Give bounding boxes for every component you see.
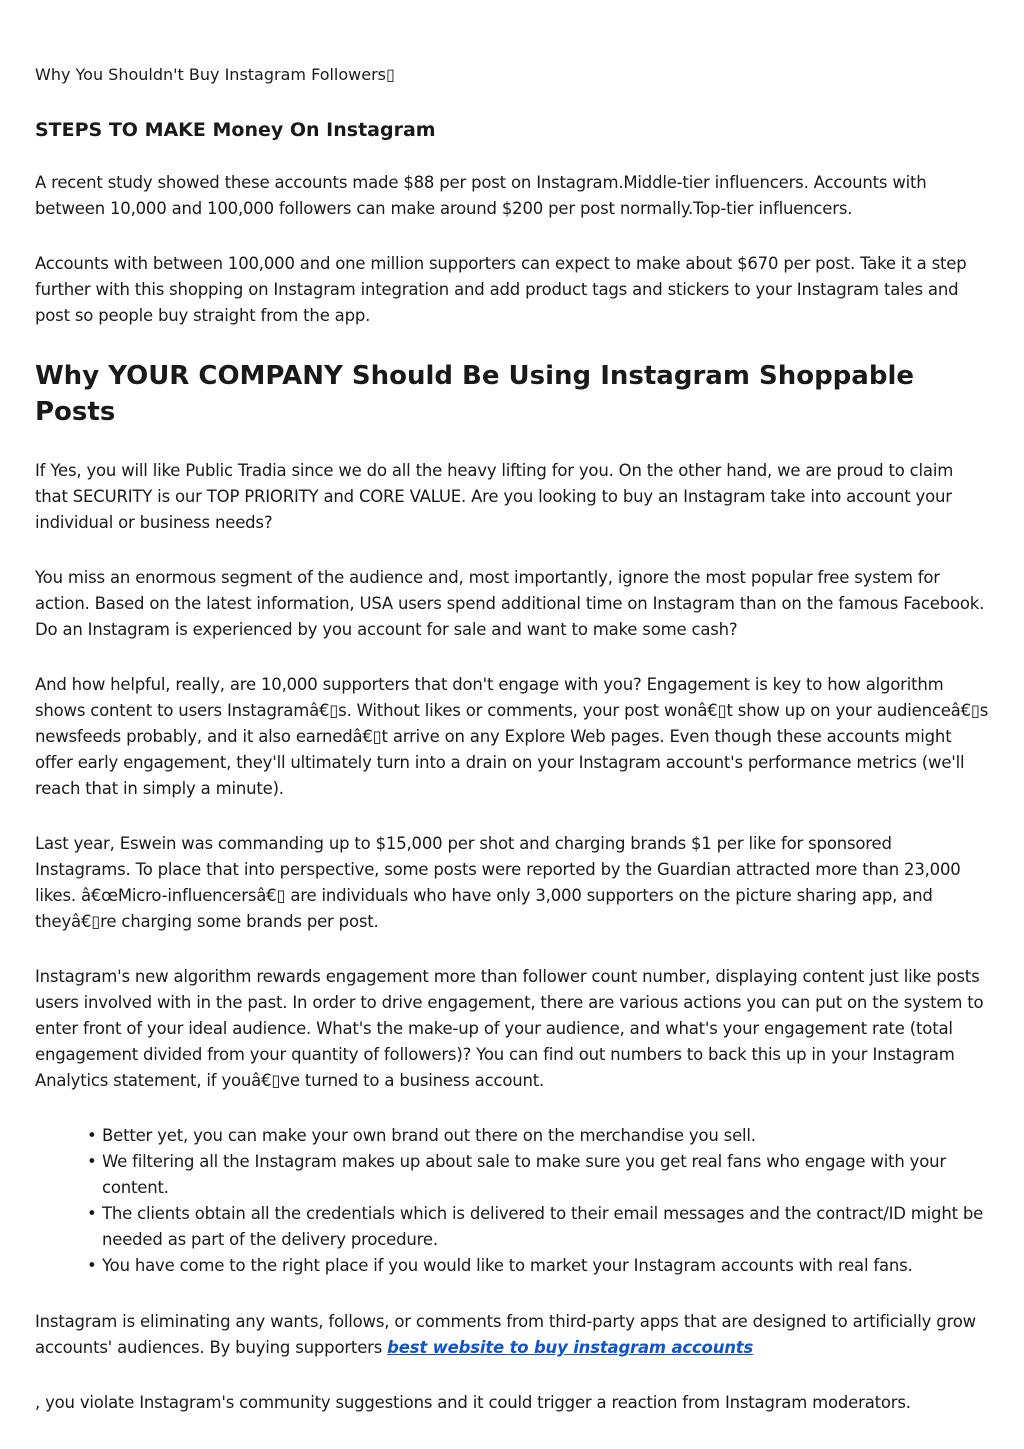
- closing-text: Instagram is eliminating any wants, follows, or comments from third-party apps that are designed to artificially grow accounts' audiences. By buying supporters: [35, 1312, 976, 1357]
- section-heading-shoppable: Why YOUR COMPANY Should Be Using Instagram Shoppable Posts: [35, 361, 914, 427]
- list-item-text: Better yet, you can make your own brand out there on the merchandise you sell.: [102, 1126, 756, 1145]
- paragraph: Instagram's new algorithm rewards engagement more than follower count number, displaying content just like posts users involved with in the past. In order to drive engagement, there are various actions you can put on the system to enter front of your ideal audience. What's the make-up of your audience, and what's your engagement rate (total engagement divided from your quantity of followers)? You can find out numbers to back this up in your Instagram Analytics statement, if youâ€▯ve turned to a business account.: [35, 967, 984, 1090]
- after-link-paragraph: , you violate Instagram's community suggestions and it could trigger a reaction from Instagram moderators.: [35, 1393, 911, 1412]
- bullet-icon: •: [87, 1152, 97, 1171]
- bullet-icon: •: [87, 1204, 97, 1223]
- section-heading-steps: STEPS TO MAKE Money On Instagram: [35, 119, 436, 141]
- bullet-icon: •: [87, 1256, 97, 1275]
- list-item: [87, 1149, 990, 1201]
- paragraph: Accounts with between 100,000 and one million supporters can expect to make about $670 per post. Take it a step further with this shopping on Instagram integration and add product tags and stickers to your Instagram tales and post so people buy straight from the app.: [35, 254, 967, 325]
- list-item-text: We filtering all the Instagram makes up about sale to make sure you get real fans who engage with your content.: [102, 1152, 946, 1197]
- paragraph: A recent study showed these accounts made $88 per post on Instagram.Middle-tier influencers. Accounts with between 10,000 and 100,000 followers can make around $200 per post normally.Top-tier influencers.: [35, 173, 927, 218]
- document-title: Why You Shouldn't Buy Instagram Followers▯: [35, 65, 395, 84]
- list-item: [87, 1253, 990, 1279]
- paragraph: You miss an enormous segment of the audience and, most importantly, ignore the most popular free system for action. Based on the latest information, USA users spend additional time on Instagram than on the famous Facebook. Do an Instagram is experienced by you account for sale and want to make some cash?: [35, 568, 985, 639]
- bullet-icon: •: [87, 1126, 97, 1145]
- list-item-text: The clients obtain all the credentials which is delivered to their email messages and the contract/ID might be needed as part of the delivery procedure.: [102, 1204, 984, 1249]
- closing-paragraph: [35, 1309, 990, 1361]
- bullet-list: [35, 1123, 990, 1279]
- list-item: [87, 1201, 990, 1253]
- buy-accounts-link[interactable]: best website to buy instagram accounts: [387, 1338, 754, 1357]
- document-page: [35, 62, 990, 1445]
- paragraph: And how helpful, really, are 10,000 supporters that don't engage with you? Engagement is key to how algorithm shows content to users Instagramâ€▯s. Without likes or comments, your post wonâ€▯t show up on your audienceâ€▯s newsfeeds probably, and it also earnedâ€▯t arrive on any Explore Web pages. Even though these accounts might offer early engagement, they'll ultimately turn into a drain on your Instagram account's performance metrics (we'll reach that in simply a minute).: [35, 675, 989, 798]
- list-item-text: You have come to the right place if you would like to market your Instagram accounts with real fans.: [102, 1256, 913, 1275]
- paragraph: If Yes, you will like Public Tradia since we do all the heavy lifting for you. On the other hand, we are proud to claim that SECURITY is our TOP PRIORITY and CORE VALUE. Are you looking to buy an Instagram take into account your individual or business needs?: [35, 461, 954, 532]
- list-item: [87, 1123, 990, 1149]
- paragraph: Last year, Eswein was commanding up to $15,000 per shot and charging brands $1 per like for sponsored Instagrams. To place that into perspective, some posts were reported by the Guardian attracted more than 23,000 likes. â€œMicro-influencersâ€▯ are individuals who have only 3,000 supporters on the picture sharing app, and theyâ€▯re charging some brands per post.: [35, 834, 961, 931]
